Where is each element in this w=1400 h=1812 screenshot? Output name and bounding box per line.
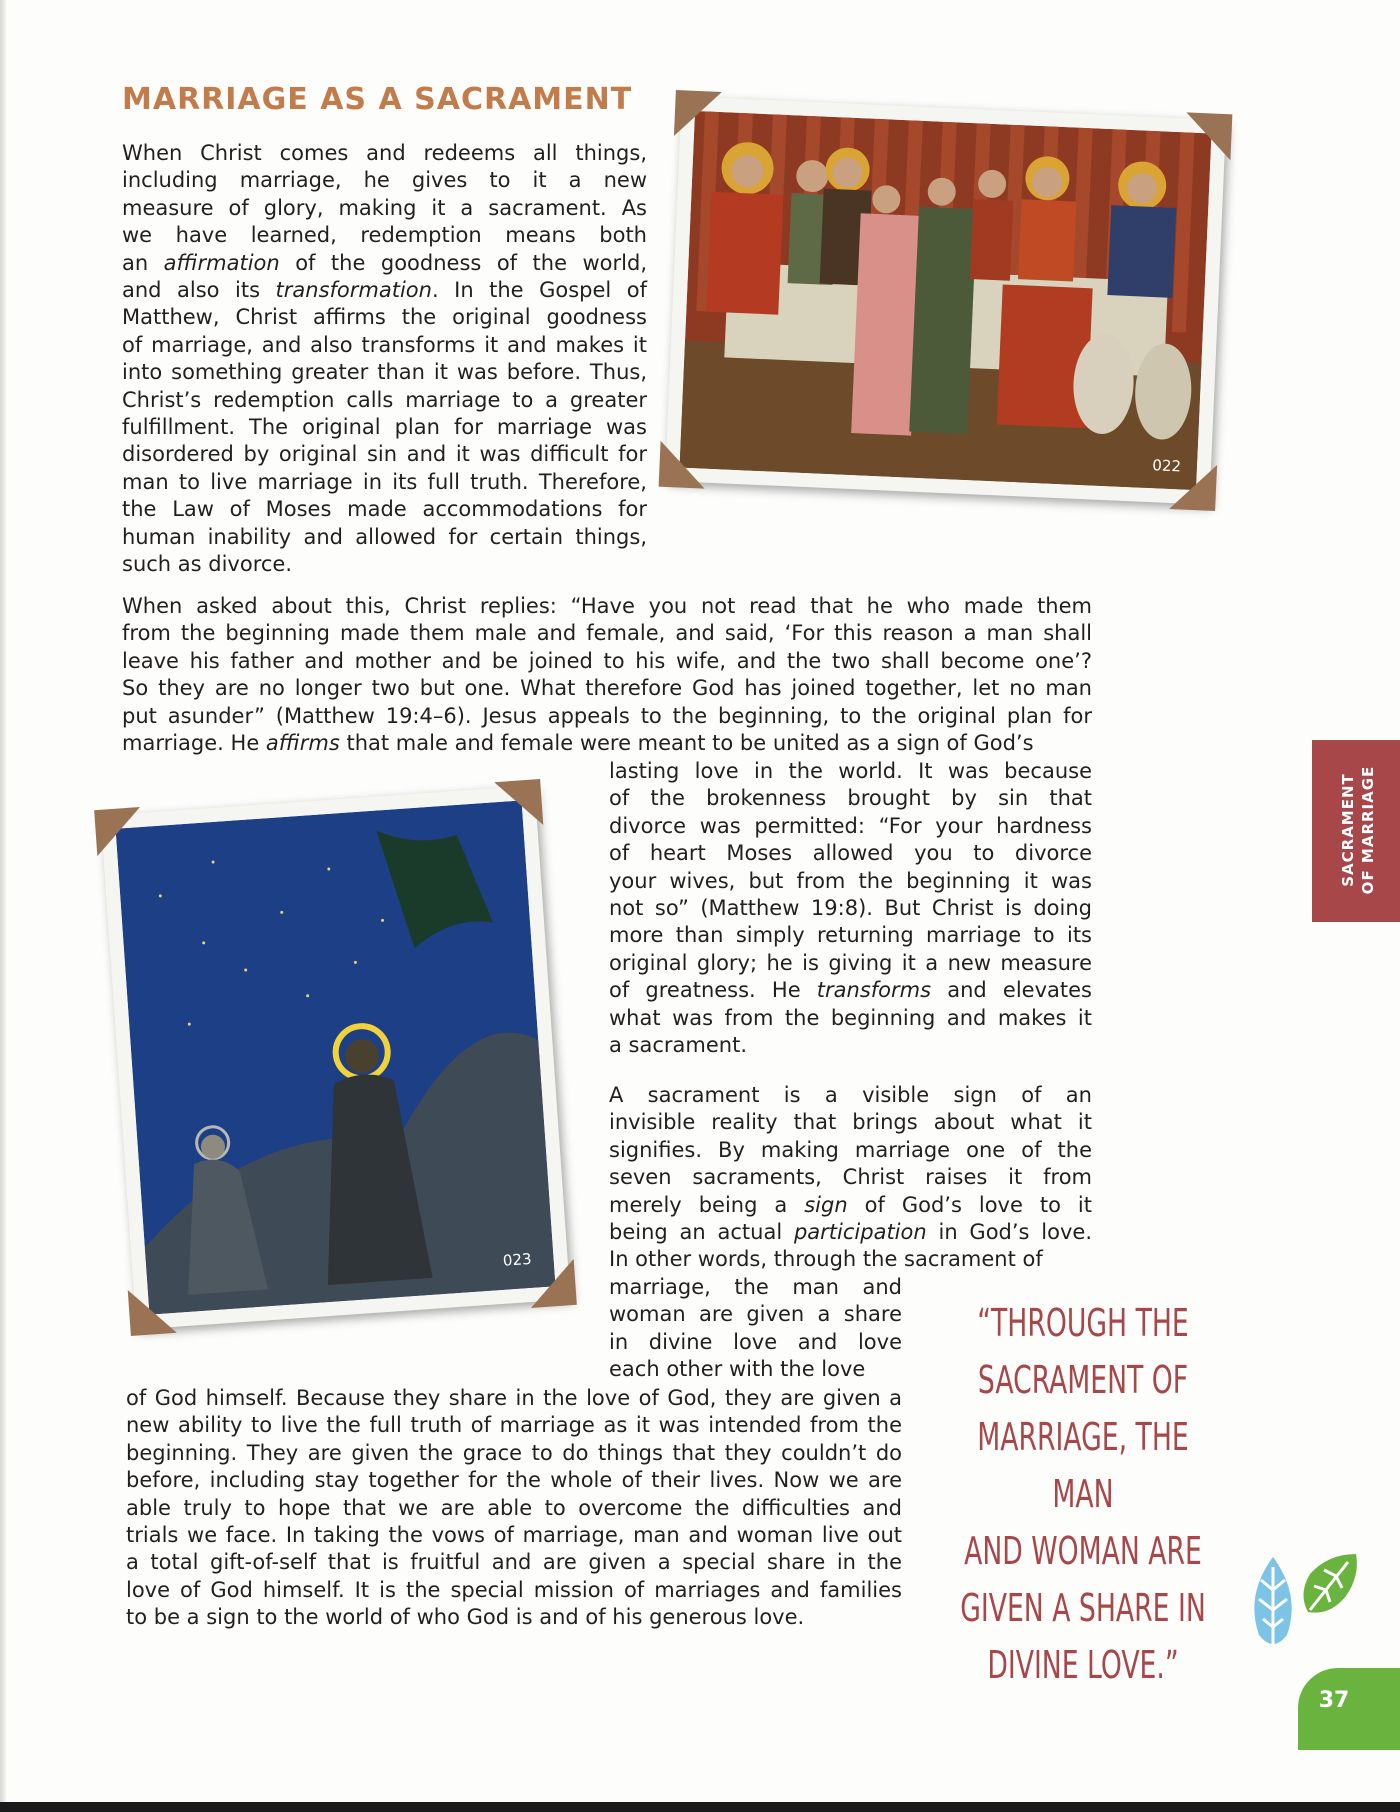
- text-run: able truly to hope that we are able to overcome the difficulties and: [126, 1495, 902, 1520]
- paragraph-share-in-love: [609, 1274, 902, 1384]
- text-line: [609, 1301, 902, 1328]
- text-line: [122, 167, 647, 194]
- text-run: of God himself. Because they share in the love of God, they are given a: [126, 1386, 902, 1410]
- emphasis: transforms: [816, 978, 932, 1003]
- text-run: of greatness. He: [609, 978, 817, 1003]
- paragraph-divorce-permitted: [609, 758, 1092, 1059]
- text-line: [609, 1246, 1092, 1273]
- text-run: seven sacraments, Christ raises it from: [609, 1165, 1092, 1190]
- text-run: Matthew, Christ affirms the original goodness: [122, 305, 647, 330]
- text-line: [609, 868, 1092, 895]
- text-line: [122, 730, 1092, 757]
- text-run: When Christ comes and redeems all things,: [122, 141, 647, 165]
- paragraph-mission-of-marriage: [126, 1385, 902, 1632]
- side-tab-line: SACRAMENT: [1339, 773, 1357, 887]
- text-line: [122, 387, 647, 414]
- text-line: [122, 469, 647, 496]
- text-line: [122, 222, 647, 249]
- text-run: a sacrament.: [609, 1033, 747, 1058]
- pull-quote-line: MARRIAGE, THE MAN: [977, 1415, 1189, 1516]
- text-line: [609, 1192, 1092, 1219]
- wedding-feast-illustration: [679, 111, 1211, 490]
- text-run: fulfillment. The original plan for marriage was: [122, 415, 647, 440]
- text-line: [122, 140, 647, 167]
- pull-quote-line: SACRAMENT OF: [977, 1358, 1189, 1402]
- text-line: [122, 551, 647, 578]
- text-run: more than simply returning marriage to its: [609, 923, 1092, 948]
- text-line: [609, 785, 1092, 812]
- page-bottom-edge: [0, 1802, 1400, 1812]
- text-run: When asked about this, Christ replies: “Have you not read that he who made them: [122, 594, 1092, 618]
- photo-corner: [674, 90, 722, 138]
- text-line: [126, 1495, 902, 1522]
- text-line: [122, 304, 647, 331]
- text-run: an: [122, 250, 164, 275]
- text-line: [122, 250, 647, 277]
- side-tab-line: OF MARRIAGE: [1359, 765, 1377, 895]
- emphasis: transformation: [275, 278, 432, 303]
- text-line: [122, 277, 647, 304]
- painting-wedding-at-cana: [665, 96, 1226, 504]
- text-run: In other words, through the sacrament of: [609, 1247, 1043, 1272]
- text-run: not so” (Matthew 19:8). But Christ is doing: [609, 896, 1092, 921]
- text-run: signifies. By making marriage one of the: [609, 1137, 1092, 1162]
- section-heading: MARRIAGE AS A SACRAMENT: [122, 82, 633, 117]
- text-line: [609, 1032, 1092, 1059]
- photo-corner: [1184, 112, 1232, 160]
- emphasis: sign: [804, 1192, 848, 1217]
- text-line: [126, 1467, 902, 1494]
- pull-quote-line: AND WOMAN ARE: [964, 1529, 1202, 1573]
- text-run: the Law of Moses made accommodations for: [122, 497, 647, 522]
- text-run: invisible reality that brings about what it: [609, 1110, 1092, 1135]
- paragraph-christ-replies: [122, 593, 1092, 757]
- text-line: [609, 895, 1092, 922]
- text-run: what was from the beginning and makes it: [609, 1005, 1092, 1030]
- text-run: trials we face. In taking the vows of marriage, man and woman live out: [126, 1523, 902, 1548]
- text-run: that male and female were meant to be united as a sign of God’s: [339, 731, 1034, 756]
- paragraph-intro: [122, 140, 647, 579]
- text-line: [122, 703, 1092, 730]
- green-leaf-icon: [1298, 1550, 1360, 1620]
- text-line: [122, 414, 647, 441]
- text-line: [609, 1109, 1092, 1136]
- text-run: A sacrament is a visible sign of an: [609, 1083, 1092, 1107]
- page-binding-edge: [0, 0, 6, 1812]
- text-run: lasting love in the world. It was because: [609, 759, 1092, 783]
- text-run: disordered by original sin and it was difficult for: [122, 442, 647, 467]
- text-run: man to live marriage in its full truth. Therefore,: [122, 469, 647, 494]
- text-run: of marriage, and also transforms it and makes it: [122, 332, 647, 357]
- text-line: [126, 1440, 902, 1467]
- text-line: [609, 1219, 1092, 1246]
- text-line: [609, 1274, 902, 1301]
- image-number: 022: [1151, 456, 1182, 476]
- text-line: [609, 813, 1092, 840]
- paragraph-sacrament-definition: [609, 1082, 1092, 1274]
- text-line: [122, 620, 1092, 647]
- text-run: in divine love and love: [609, 1329, 902, 1354]
- text-line: [122, 593, 1092, 620]
- text-run: being an actual: [609, 1220, 794, 1245]
- text-line: [609, 1164, 1092, 1191]
- text-run: into something greater than it was before. Thus,: [122, 360, 647, 385]
- emphasis: affirms: [265, 731, 340, 756]
- pull-quote-line: GIVEN A SHARE IN: [960, 1586, 1206, 1630]
- text-line: [122, 441, 647, 468]
- text-run: put asunder” (Matthew 19:4–6). Jesus appeals to the beginning, to the original plan for: [122, 703, 1092, 728]
- text-run: including marriage, he gives to it a new: [122, 168, 647, 193]
- text-run: and also its: [122, 278, 276, 303]
- text-line: [609, 1005, 1092, 1032]
- text-line: [122, 332, 647, 359]
- text-line: [122, 496, 647, 523]
- text-run: each other with the love: [609, 1357, 866, 1382]
- photo-corner: [94, 807, 143, 856]
- photo-corner: [528, 1259, 577, 1308]
- text-line: [122, 359, 647, 386]
- photo-corner: [128, 1287, 177, 1336]
- text-run: . In the Gospel of: [431, 278, 647, 303]
- text-run: of heart Moses allowed you to divorce: [609, 841, 1092, 866]
- painting-christ-at-night: [101, 785, 571, 1329]
- text-run: divorce was permitted: “For your hardness: [609, 813, 1092, 838]
- text-run: of the goodness of the world,: [279, 250, 647, 275]
- text-line: [609, 1329, 902, 1356]
- text-run: merely being a: [609, 1192, 805, 1217]
- text-run: original glory; he is giving it a new measure: [609, 950, 1092, 975]
- text-line: [122, 195, 647, 222]
- text-line: [126, 1385, 902, 1412]
- blue-leaf-icon: [1243, 1555, 1303, 1655]
- emphasis: affirmation: [163, 250, 280, 275]
- text-line: [609, 977, 1092, 1004]
- text-run: and elevates: [931, 978, 1092, 1003]
- text-run: such as divorce.: [122, 552, 293, 577]
- text-line: [122, 524, 647, 551]
- text-run: of the brokenness brought by sin that: [609, 786, 1092, 811]
- text-run: of God’s love to it: [847, 1192, 1092, 1217]
- text-run: your wives, but from the beginning it was: [609, 868, 1092, 893]
- text-line: [122, 648, 1092, 675]
- text-run: measure of glory, making it a sacrament. As: [122, 195, 647, 220]
- text-run: from the beginning made them male and female, and said, ‘For this reason a man shall: [122, 621, 1092, 646]
- text-run: new ability to live the full truth of marriage as it was intended from the: [126, 1413, 902, 1438]
- text-run: marriage, the man and: [609, 1275, 902, 1299]
- text-line: [609, 1356, 902, 1383]
- photo-corner: [659, 441, 707, 489]
- text-run: beginning. They are given the grace to do things that they couldn’t do: [126, 1440, 902, 1465]
- text-run: in God’s love.: [926, 1220, 1092, 1245]
- text-line: [609, 922, 1092, 949]
- text-run: to be a sign to the world of who God is and of his generous love.: [126, 1605, 805, 1630]
- text-line: [126, 1604, 902, 1631]
- text-line: [609, 950, 1092, 977]
- text-run: marriage. He: [122, 731, 266, 756]
- text-run: a total gift-of-self that is fruitful and are given a special share in the: [126, 1550, 902, 1575]
- text-line: [609, 1082, 1092, 1109]
- text-run: woman are given a share: [609, 1302, 902, 1327]
- text-line: [609, 840, 1092, 867]
- text-line: [126, 1522, 902, 1549]
- text-run: So they are no longer two but one. What therefore God has joined together, let no man: [122, 676, 1092, 701]
- text-line: [126, 1412, 902, 1439]
- emphasis: participation: [793, 1220, 927, 1245]
- text-line: [609, 1137, 1092, 1164]
- image-number: 023: [502, 1249, 533, 1270]
- text-run: we have learned, redemption means both: [122, 223, 647, 248]
- text-run: human inability and allowed for certain things,: [122, 524, 647, 549]
- pull-quote-line: DIVINE LOVE.”: [987, 1643, 1179, 1687]
- text-run: before, including stay together for the whole of their lives. Now we are: [126, 1468, 902, 1493]
- text-line: [122, 675, 1092, 702]
- text-line: [126, 1549, 902, 1576]
- pull-quote: [954, 1295, 1211, 1694]
- text-line: [609, 758, 1092, 785]
- christ-night-illustration: [116, 800, 556, 1314]
- chapter-side-tab-label: [1338, 745, 1378, 915]
- text-line: [126, 1577, 902, 1604]
- page-number: 37: [1318, 1688, 1350, 1713]
- text-run: leave his father and mother and be joined to his wife, and the two shall become one’?: [122, 648, 1092, 673]
- pull-quote-line: “THROUGH THE: [977, 1301, 1189, 1345]
- text-run: Christ’s redemption calls marriage to a greater: [122, 387, 647, 412]
- text-run: love of God himself. It is the special mission of marriages and families: [126, 1577, 902, 1602]
- photo-corner: [494, 779, 543, 828]
